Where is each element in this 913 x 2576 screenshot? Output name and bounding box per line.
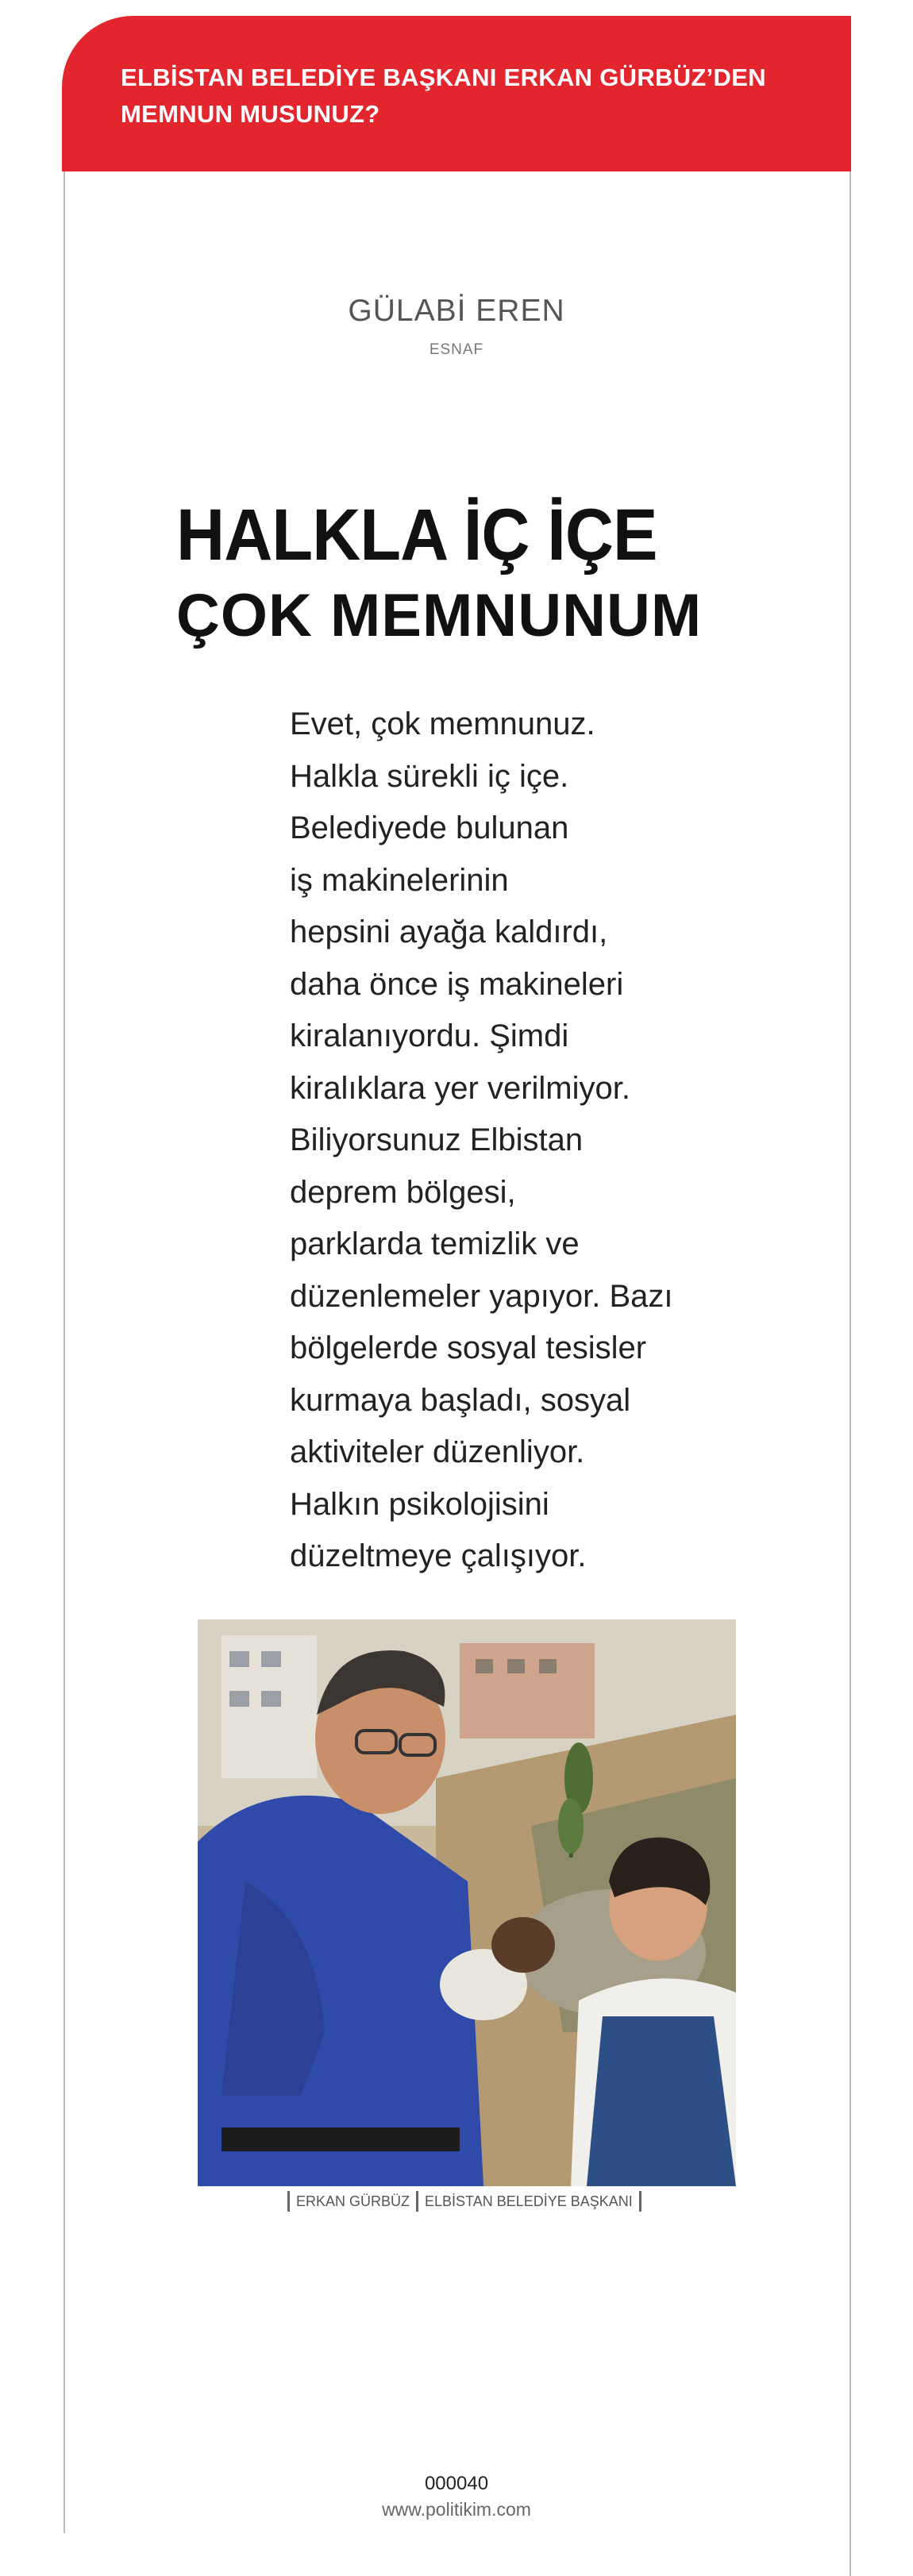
caption-title: ELBİSTAN BELEDİYE BAŞKANI (425, 2193, 633, 2209)
body-line: Halkın psikolojisini (290, 1486, 549, 1522)
person-role: ESNAF (429, 341, 484, 358)
body-line: bölgelerde sosyal tesisler (290, 1330, 647, 1365)
body-line: daha önce iş makineleri (290, 966, 624, 1002)
body-line: Belediyede bulunan (290, 811, 569, 845)
body-line: aktiviteler düzenliyor. (290, 1434, 585, 1469)
body-line: kiralıklara yer verilmiyor. (290, 1070, 630, 1106)
body-line: kurmaya başladı, sosyal (290, 1382, 631, 1418)
body-line: parklarda temizlik ve (290, 1226, 580, 1261)
right-border-rule (849, 171, 851, 2576)
body-text (290, 699, 782, 1583)
caption-name: ERKAN GÜRBÜZ (296, 2193, 410, 2209)
body-line: Halkla sürekli iç içe. (290, 758, 569, 794)
body-line: iş makinelerinin (290, 862, 509, 898)
body-line: kiralanıyordu. Şimdi (290, 1018, 569, 1053)
body-line: düzeltmeye çalışıyor. (290, 1538, 587, 1573)
caption-divider (287, 2191, 290, 2212)
body-line: deprem bölgesi, (290, 1174, 516, 1210)
person-name: GÜLABİ EREN (348, 294, 565, 328)
caption-divider (416, 2191, 418, 2212)
body-line: düzenlemeler yapıyor. Bazı (290, 1278, 673, 1314)
banner-title: ELBİSTAN BELEDİYE BAŞKANI ERKAN GÜRBÜZ’DEN MEMNUN MUSUNUZ? (121, 64, 766, 128)
title-banner (62, 16, 851, 171)
caption-divider (639, 2191, 641, 2212)
body-line: Evet, çok memnunuz. (290, 707, 595, 741)
mayor-photo (198, 1619, 736, 2186)
body-line: Biliyorsunuz Elbistan (290, 1122, 584, 1157)
headline-line-2: ÇOK MEMNUNUM (176, 582, 703, 649)
left-border-rule (64, 171, 65, 2533)
photo-caption (287, 2191, 641, 2212)
body-line: hepsini ayağa kaldırdı, (290, 914, 608, 949)
headline-line-1: HALKLA İÇ İÇE (176, 495, 657, 576)
page-number: 000040 (424, 2473, 489, 2494)
website-link[interactable]: www.politikim.com (382, 2499, 531, 2520)
